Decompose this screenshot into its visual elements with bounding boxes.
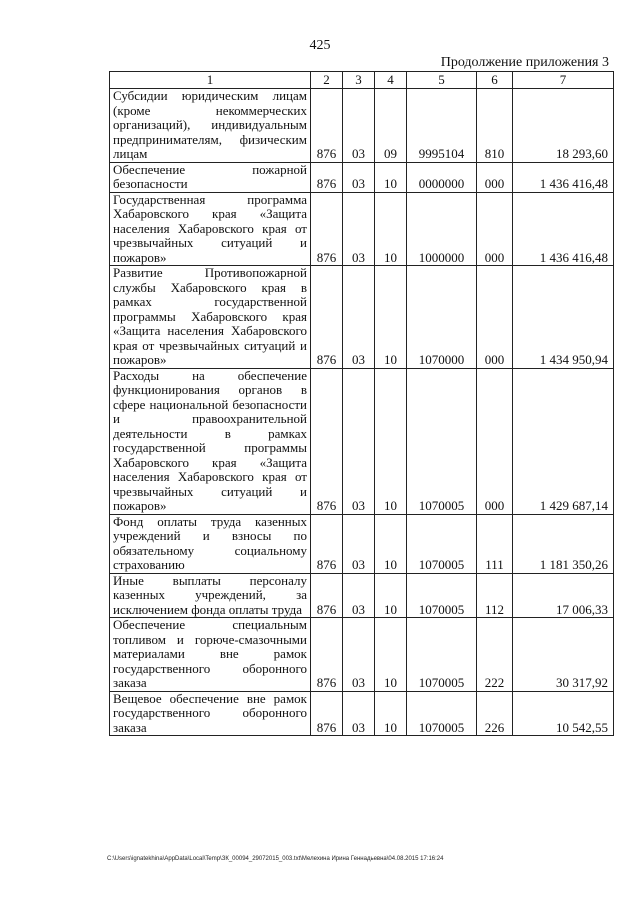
cell-subsection: 10: [375, 573, 407, 618]
cell-expense-type: 000: [477, 266, 513, 369]
row-name: Фонд оплаты труда казенных учреждений и взносы по обязательному социальному страхованию: [110, 514, 311, 573]
cell-target: 1070005: [407, 691, 477, 736]
cell-section: 03: [343, 89, 375, 163]
cell-expense-type: 222: [477, 618, 513, 692]
cell-ministry: 876: [311, 573, 343, 618]
header-cell: 5: [407, 72, 477, 89]
file-path-footer: C:\Users\ignatekhina\AppData\Local\Temp\ЗК_00094_29072015_003.txt\Мелехина Ирина Геннадьевна\04.08.2015 17:16:24: [107, 856, 444, 862]
cell-amount: 1 436 416,48: [513, 162, 614, 192]
cell-expense-type: 111: [477, 514, 513, 573]
cell-subsection: 10: [375, 162, 407, 192]
row-name: Обеспечение пожарной безопасности: [110, 162, 311, 192]
continuation-label: Продолжение приложения 3: [440, 55, 609, 70]
cell-target: 1070005: [407, 368, 477, 514]
header-cell: 6: [477, 72, 513, 89]
cell-amount: 18 293,60: [513, 89, 614, 163]
cell-target: 1070005: [407, 618, 477, 692]
cell-amount: 1 434 950,94: [513, 266, 614, 369]
cell-subsection: 10: [375, 192, 407, 266]
cell-expense-type: 112: [477, 573, 513, 618]
cell-ministry: 876: [311, 162, 343, 192]
cell-expense-type: 810: [477, 89, 513, 163]
table-row: [110, 192, 614, 266]
cell-amount: 30 317,92: [513, 618, 614, 692]
table-row: [110, 618, 614, 692]
row-name: Вещевое обеспечение вне рамок государственного оборонного заказа: [110, 691, 311, 736]
cell-target: 1070005: [407, 514, 477, 573]
table-row: [110, 514, 614, 573]
cell-section: 03: [343, 618, 375, 692]
cell-subsection: 10: [375, 266, 407, 369]
cell-ministry: 876: [311, 266, 343, 369]
row-name: Развитие Противопожарной службы Хабаровского края в рамках государственной программы Хабаровского края «Защита населения Хабаровского края от чрезвычайных ситуаций и пожаров»: [110, 266, 311, 369]
row-name: Государственная программа Хабаровского края «Защита населения Хабаровского края от чрезвычайных ситуаций и пожаров»: [110, 192, 311, 266]
header-cell: 7: [513, 72, 614, 89]
cell-section: 03: [343, 266, 375, 369]
cell-section: 03: [343, 192, 375, 266]
cell-section: 03: [343, 162, 375, 192]
cell-expense-type: 000: [477, 192, 513, 266]
header-cell: 1: [110, 72, 311, 89]
cell-target: 0000000: [407, 162, 477, 192]
cell-section: 03: [343, 573, 375, 618]
cell-amount: 10 542,55: [513, 691, 614, 736]
cell-target: 1000000: [407, 192, 477, 266]
cell-amount: 1 436 416,48: [513, 192, 614, 266]
row-name: Иные выплаты персоналу казенных учреждений, за исключением фонда оплаты труда: [110, 573, 311, 618]
cell-ministry: 876: [311, 514, 343, 573]
cell-expense-type: 000: [477, 162, 513, 192]
row-name: Расходы на обеспечение функционирования органов в сфере национальной безопасности и правоохранительной деятельности в рамках государственной программы Хабаровского края «Защита населения Хабаровского края от чрезвычайных ситуаций и пожаров»: [110, 368, 311, 514]
cell-amount: 1 181 350,26: [513, 514, 614, 573]
cell-ministry: 876: [311, 192, 343, 266]
header-cell: 4: [375, 72, 407, 89]
header-cell: 3: [343, 72, 375, 89]
cell-section: 03: [343, 691, 375, 736]
cell-amount: 17 006,33: [513, 573, 614, 618]
table-row: [110, 573, 614, 618]
table-header-row: [110, 72, 614, 89]
table-row: [110, 691, 614, 736]
cell-subsection: 10: [375, 618, 407, 692]
cell-target: 1070005: [407, 573, 477, 618]
cell-target: 1070000: [407, 266, 477, 369]
cell-subsection: 10: [375, 514, 407, 573]
cell-section: 03: [343, 514, 375, 573]
cell-expense-type: 000: [477, 368, 513, 514]
table-row: [110, 266, 614, 369]
cell-subsection: 10: [375, 368, 407, 514]
page-number: 425: [309, 38, 331, 53]
cell-section: 03: [343, 368, 375, 514]
cell-target: 9995104: [407, 89, 477, 163]
row-name: Обеспечение специальным топливом и горюче-смазочными материалами вне рамок государственного оборонного заказа: [110, 618, 311, 692]
cell-ministry: 876: [311, 89, 343, 163]
table-row: [110, 368, 614, 514]
cell-amount: 1 429 687,14: [513, 368, 614, 514]
cell-expense-type: 226: [477, 691, 513, 736]
cell-subsection: 10: [375, 691, 407, 736]
budget-table: [109, 71, 614, 736]
cell-ministry: 876: [311, 691, 343, 736]
cell-ministry: 876: [311, 618, 343, 692]
table-row: [110, 162, 614, 192]
cell-subsection: 09: [375, 89, 407, 163]
row-name: Субсидии юридическим лицам (кроме некоммерческих организаций), индивидуальным предпринимателям, физическим лицам: [110, 89, 311, 163]
cell-ministry: 876: [311, 368, 343, 514]
table-row: [110, 89, 614, 163]
header-cell: 2: [311, 72, 343, 89]
